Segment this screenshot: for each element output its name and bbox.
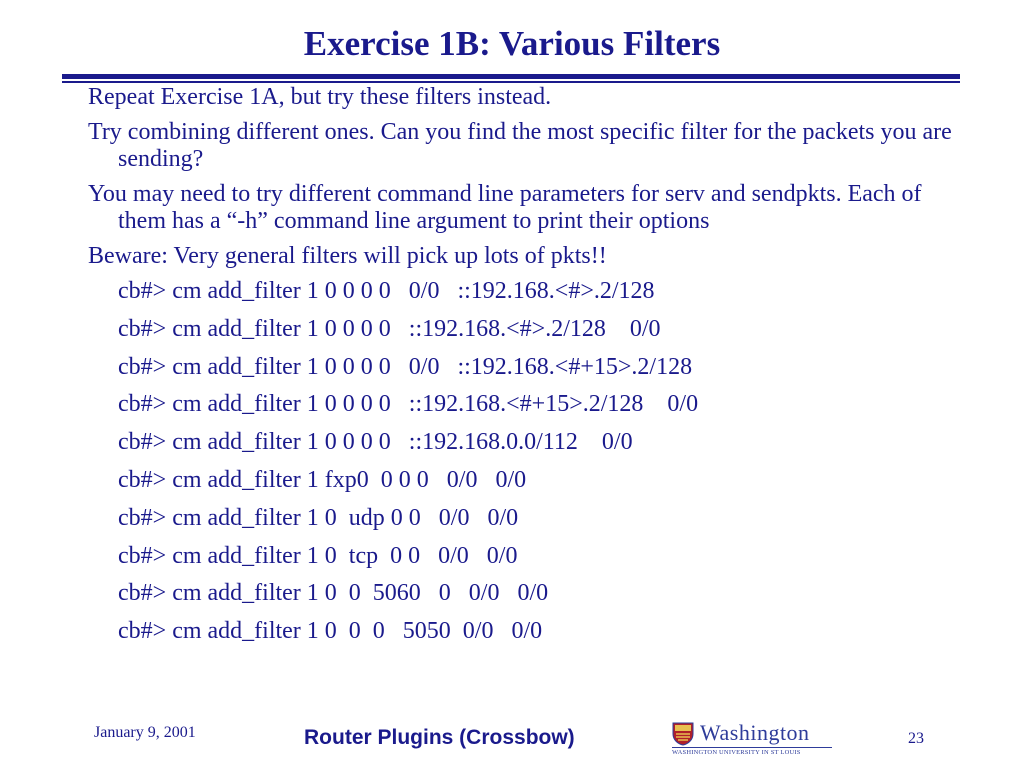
university-shield-icon bbox=[672, 722, 694, 746]
command-line: cb#> cm add_filter 1 0 0 0 0 ::192.168.<#>.2/128 0/0 bbox=[118, 315, 661, 342]
logo-wordmark: Washington bbox=[700, 720, 810, 745]
logo-subtext: WASHINGTON UNIVERSITY IN ST LOUIS bbox=[672, 749, 801, 756]
title-divider-thick bbox=[62, 74, 960, 79]
command-line: cb#> cm add_filter 1 fxp0 0 0 0 0/0 0/0 bbox=[118, 466, 527, 493]
paragraph: Beware: Very general filters will pick up lots of pkts!! bbox=[88, 243, 607, 269]
logo-underline bbox=[672, 747, 832, 748]
command-line: cb#> cm add_filter 1 0 0 0 0 0/0 ::192.168.<#>.2/128 bbox=[118, 278, 655, 304]
slide-body bbox=[88, 84, 958, 656]
paragraph: You may need to try different command line parameters for serv and sendpkts. Each of them has a “-h” command line argument to print their options bbox=[88, 181, 922, 234]
command-line: cb#> cm add_filter 1 0 0 5060 0 0/0 0/0 bbox=[118, 580, 549, 607]
command-line: cb#> cm add_filter 1 0 0 0 5050 0/0 0/0 bbox=[118, 618, 543, 645]
command-line: cb#> cm add_filter 1 0 0 0 0 ::192.168.<#+15>.2/128 0/0 bbox=[118, 391, 699, 418]
paragraph: Try combining different ones. Can you find the most specific filter for the packets you are sending? bbox=[88, 119, 952, 172]
command-line: cb#> cm add_filter 1 0 0 0 0 0/0 ::192.168.<#+15>.2/128 bbox=[118, 353, 693, 380]
footer-date: January 9, 2001 bbox=[94, 724, 196, 741]
command-line: cb#> cm add_filter 1 0 0 0 0 ::192.168.0.0/112 0/0 bbox=[118, 429, 633, 456]
slide-title: Exercise 1B: Various Filters bbox=[303, 24, 721, 63]
paragraph: Repeat Exercise 1A, but try these filters instead. bbox=[88, 84, 552, 110]
washington-university-logo bbox=[672, 720, 834, 760]
footer-title: Router Plugins (Crossbow) bbox=[304, 726, 575, 749]
command-line: cb#> cm add_filter 1 0 tcp 0 0 0/0 0/0 bbox=[118, 542, 518, 569]
page-number: 23 bbox=[908, 730, 924, 747]
command-line: cb#> cm add_filter 1 0 udp 0 0 0/0 0/0 bbox=[118, 504, 519, 531]
title-divider-thin bbox=[62, 81, 960, 83]
